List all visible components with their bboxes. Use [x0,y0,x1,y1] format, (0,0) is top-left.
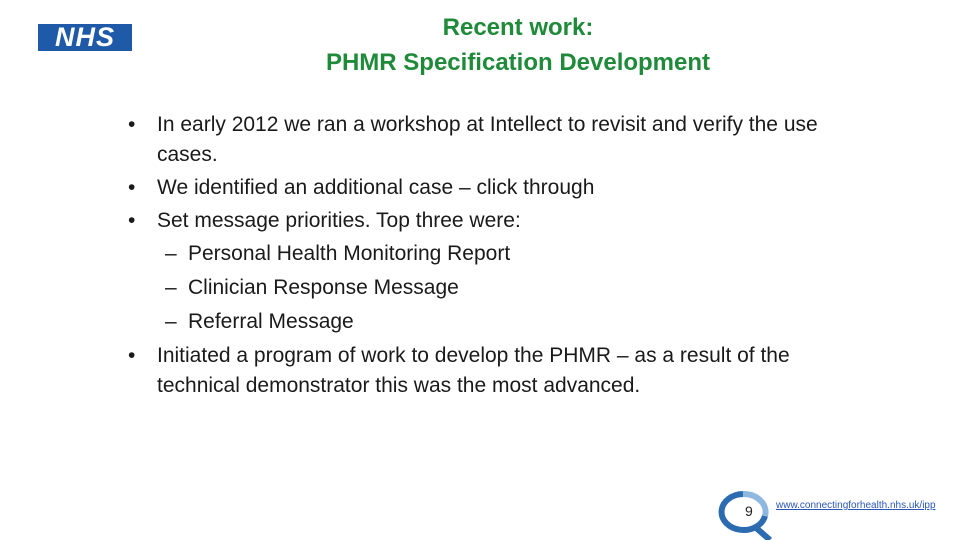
nhs-logo [38,24,132,51]
bullet-item [128,341,848,401]
bullet-list [128,110,848,404]
bullet-item [128,110,848,170]
sub-bullet-marker: – [165,242,177,265]
sub-bullet-item [128,307,848,337]
bullet-text: Set message priorities. Top three were: [157,209,521,232]
page-number: 9 [745,503,753,519]
slide-title-line-2: PHMR Specification Development [325,49,711,76]
bullet-marker: • [128,344,136,367]
sub-bullet-text: Referral Message [188,310,354,333]
slide-title [200,10,836,80]
bullet-item [128,206,848,236]
bullet-text: Initiated a program of work to develop the PHMR – as a result of the technical demonstrator this was the most advanced. [157,344,790,397]
sub-bullet-text: Clinician Response Message [188,276,459,299]
bullet-marker: • [128,113,136,136]
bullet-marker: • [128,176,136,199]
sub-bullet-text: Personal Health Monitoring Report [188,242,511,265]
sub-bullet-item [128,239,848,269]
bullet-marker: • [128,209,136,232]
sub-bullet-marker: – [165,276,177,299]
footer-link[interactable]: www.connectingforhealth.nhs.uk/ipp [776,500,936,511]
sub-bullet-marker: – [165,310,177,333]
sub-bullet-item [128,273,848,303]
bullet-text: We identified an additional case – click through [157,176,595,199]
bullet-item [128,173,848,203]
q-logo-icon [710,486,776,540]
nhs-logo-text: NHS [54,22,115,52]
slide-title-line-1: Recent work: [442,14,594,41]
bullet-text: In early 2012 we ran a workshop at Intellect to revisit and verify the use cases. [157,113,818,166]
